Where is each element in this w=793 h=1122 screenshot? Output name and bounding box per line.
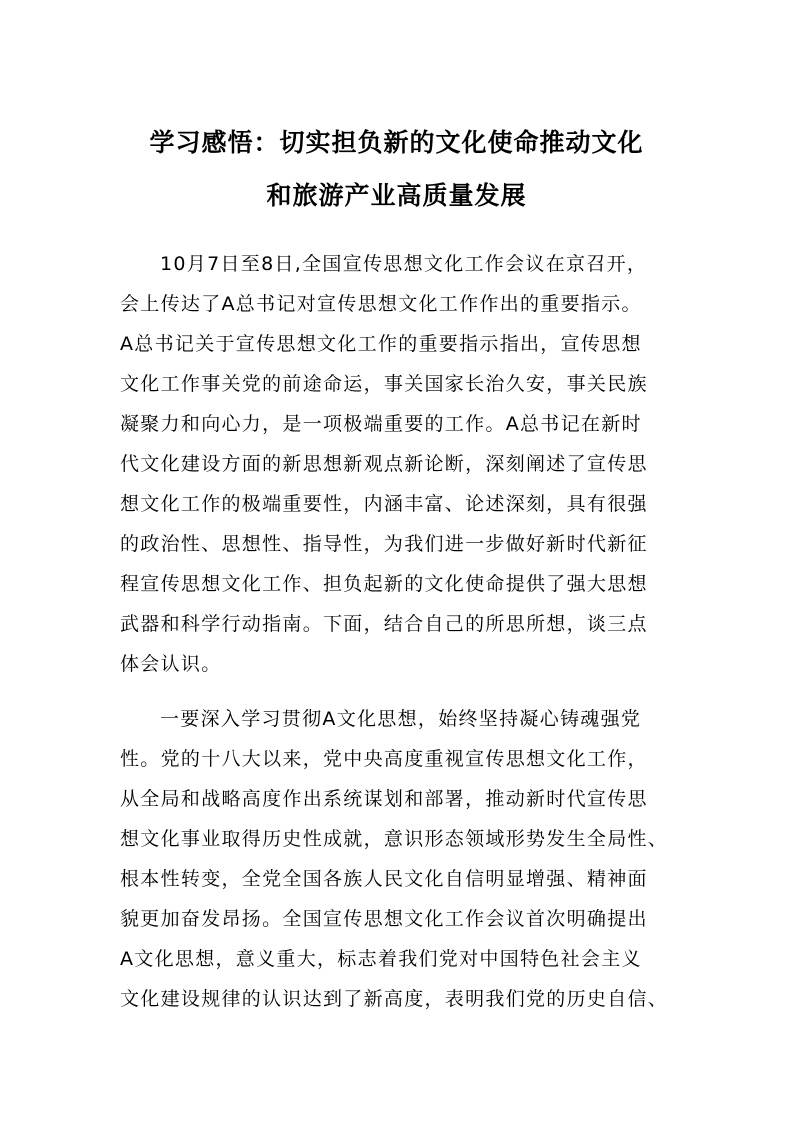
paragraph-2-line: 一要深入学习贯彻A文化思想，始终坚持凝心铸魂强党 xyxy=(160,708,642,730)
paragraph-1-line: 10月7日至8日,全国宣传思想文化工作会议在京召开， xyxy=(160,253,648,275)
document-title-line-2: 和旅游产业高质量发展 xyxy=(266,181,527,210)
paragraph-1-line: 代文化建设方面的新思想新观点新论断，深刻阐述了宣传思 xyxy=(120,453,648,475)
paragraph-2-line: 貌更加奋发昂扬。全国宣传思想文化工作会议首次明确提出 xyxy=(120,908,648,930)
paragraph-2-line: A文化思想，意义重大，标志着我们党对中国特色社会主义 xyxy=(120,948,642,970)
paragraph-1-line: 想文化工作的极端重要性，内涵丰富、论述深刻，具有很强 xyxy=(120,493,648,515)
paragraph-2-line: 从全局和战略高度作出系统谋划和部署，推动新时代宣传思 xyxy=(120,788,648,810)
paragraph-2-line: 想文化事业取得历史性成就，意识形态领域形势发生全局性、 xyxy=(120,828,669,850)
paragraph-1-line: 的政治性、思想性、指导性，为我们进一步做好新时代新征 xyxy=(120,533,648,555)
paragraph-1-line: 凝聚力和向心力，是一项极端重要的工作。A总书记在新时 xyxy=(120,413,642,435)
paragraph-1-line: 文化工作事关党的前途命运，事关国家长治久安，事关民族 xyxy=(120,373,648,395)
paragraph-1-line: 程宣传思想文化工作、担负起新的文化使命提供了强大思想 xyxy=(120,573,648,595)
paragraph-2-line: 性。党的十八大以来，党中央高度重视宣传思想文化工作， xyxy=(120,748,648,770)
paragraph-1-line: 体会认识。 xyxy=(120,653,222,675)
paragraph-2-line: 根本性转变，全党全国各族人民文化自信明显增强、精神面 xyxy=(120,868,648,890)
document-title-line-1: 学习感悟：切实担负新的文化使命推动文化 xyxy=(149,128,644,157)
paragraph-1-line: A总书记关于宣传思想文化工作的重要指示指出，宣传思想 xyxy=(120,333,642,355)
paragraph-2-line: 文化建设规律的认识达到了新高度，表明我们党的历史自信、 xyxy=(120,988,669,1010)
paragraph-1-line: 会上传达了A总书记对宣传思想文化工作作出的重要指示。 xyxy=(120,293,642,315)
paragraph-1-line: 武器和科学行动指南。下面，结合自己的所思所想，谈三点 xyxy=(120,613,648,635)
